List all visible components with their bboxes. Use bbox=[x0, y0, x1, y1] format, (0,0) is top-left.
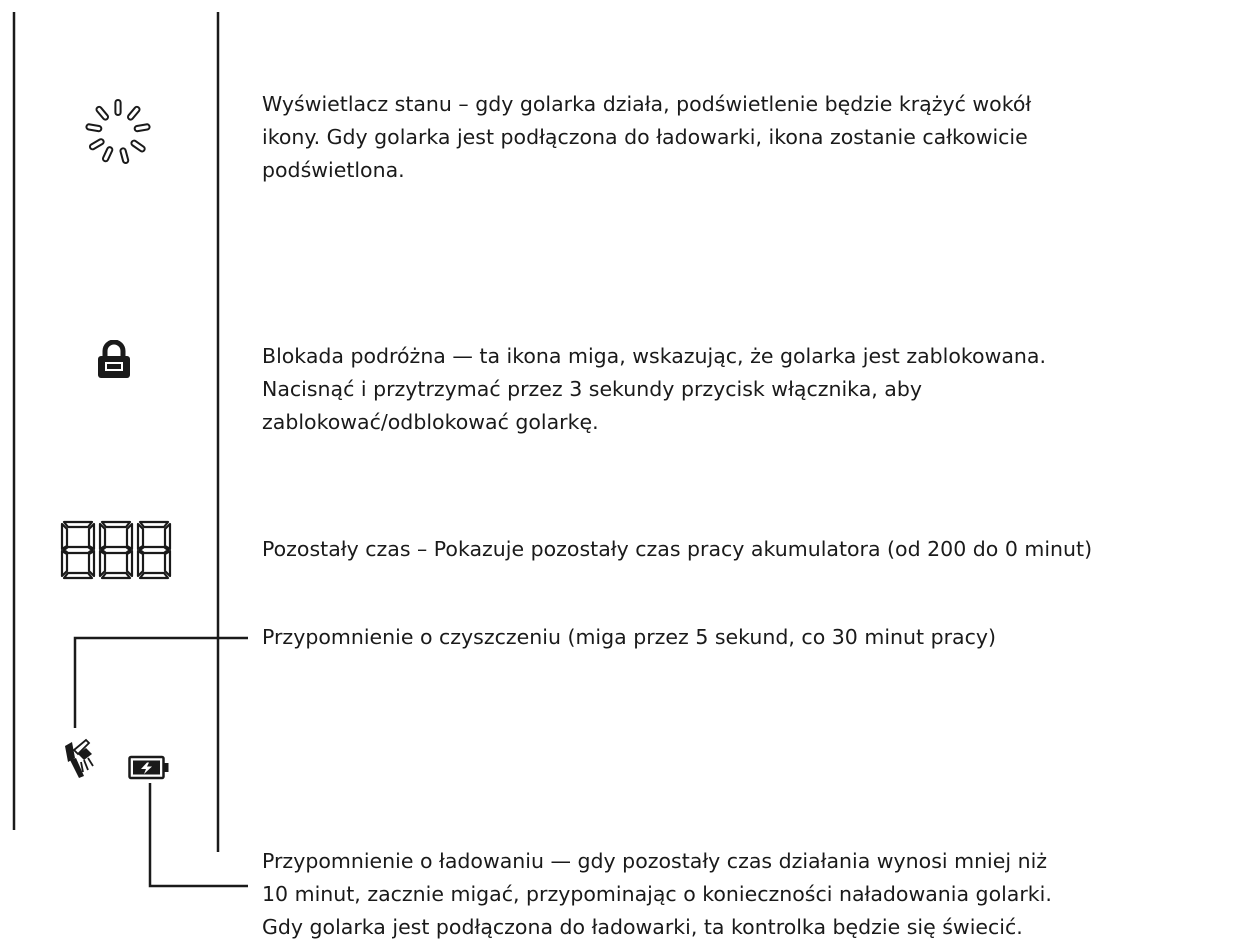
description-line: Przypomnienie o czyszczeniu (miga przez 5 sekund, co 30 minut pracy) bbox=[262, 625, 996, 649]
description-line: Nacisnąć i przytrzymać przez 3 sekundy przycisk włącznika, aby bbox=[262, 377, 922, 401]
description-line: Wyświetlacz stanu – gdy golarka działa, podświetlenie będzie krążyć wokół bbox=[262, 92, 1032, 116]
seven-segment-display-icon bbox=[60, 520, 172, 580]
description-line: Pozostały czas – Pokazuje pozostały czas pracy akumulatora (od 200 do 0 minut) bbox=[262, 537, 1093, 561]
cleaning-leader-line bbox=[75, 638, 248, 728]
description-line: Przypomnienie o ładowaniu — gdy pozostały czas działania wynosi mniej niż bbox=[262, 849, 1048, 873]
description-line: Blokada podróżna — ta ikona miga, wskazując, że golarka jest zablokowana. bbox=[262, 344, 1046, 368]
description-line: ikony. Gdy golarka jest podłączona do ładowarki, ikona zostanie całkowicie bbox=[262, 125, 1028, 149]
cleaning-brush-icon bbox=[62, 736, 96, 780]
description-line: zablokować/odblokować golarkę. bbox=[262, 410, 599, 434]
description-line: Gdy golarka jest podłączona do ładowarki, ta kontrolka będzie się świecić. bbox=[262, 915, 1023, 939]
spinner-icon bbox=[78, 92, 158, 172]
remaining-time-description bbox=[262, 533, 1092, 566]
description-line: 10 minut, zacznie migać, przypominając o konieczności naładowania golarki. bbox=[262, 882, 1052, 906]
charging-reminder-description bbox=[262, 845, 1052, 944]
battery-icon bbox=[128, 755, 170, 781]
description-line: podświetlona. bbox=[262, 158, 405, 182]
status-display-description bbox=[262, 88, 1031, 187]
travel-lock-description bbox=[262, 340, 1046, 439]
lock-icon bbox=[95, 340, 133, 380]
cleaning-reminder-description bbox=[262, 621, 996, 654]
charging-leader-line bbox=[150, 783, 248, 886]
